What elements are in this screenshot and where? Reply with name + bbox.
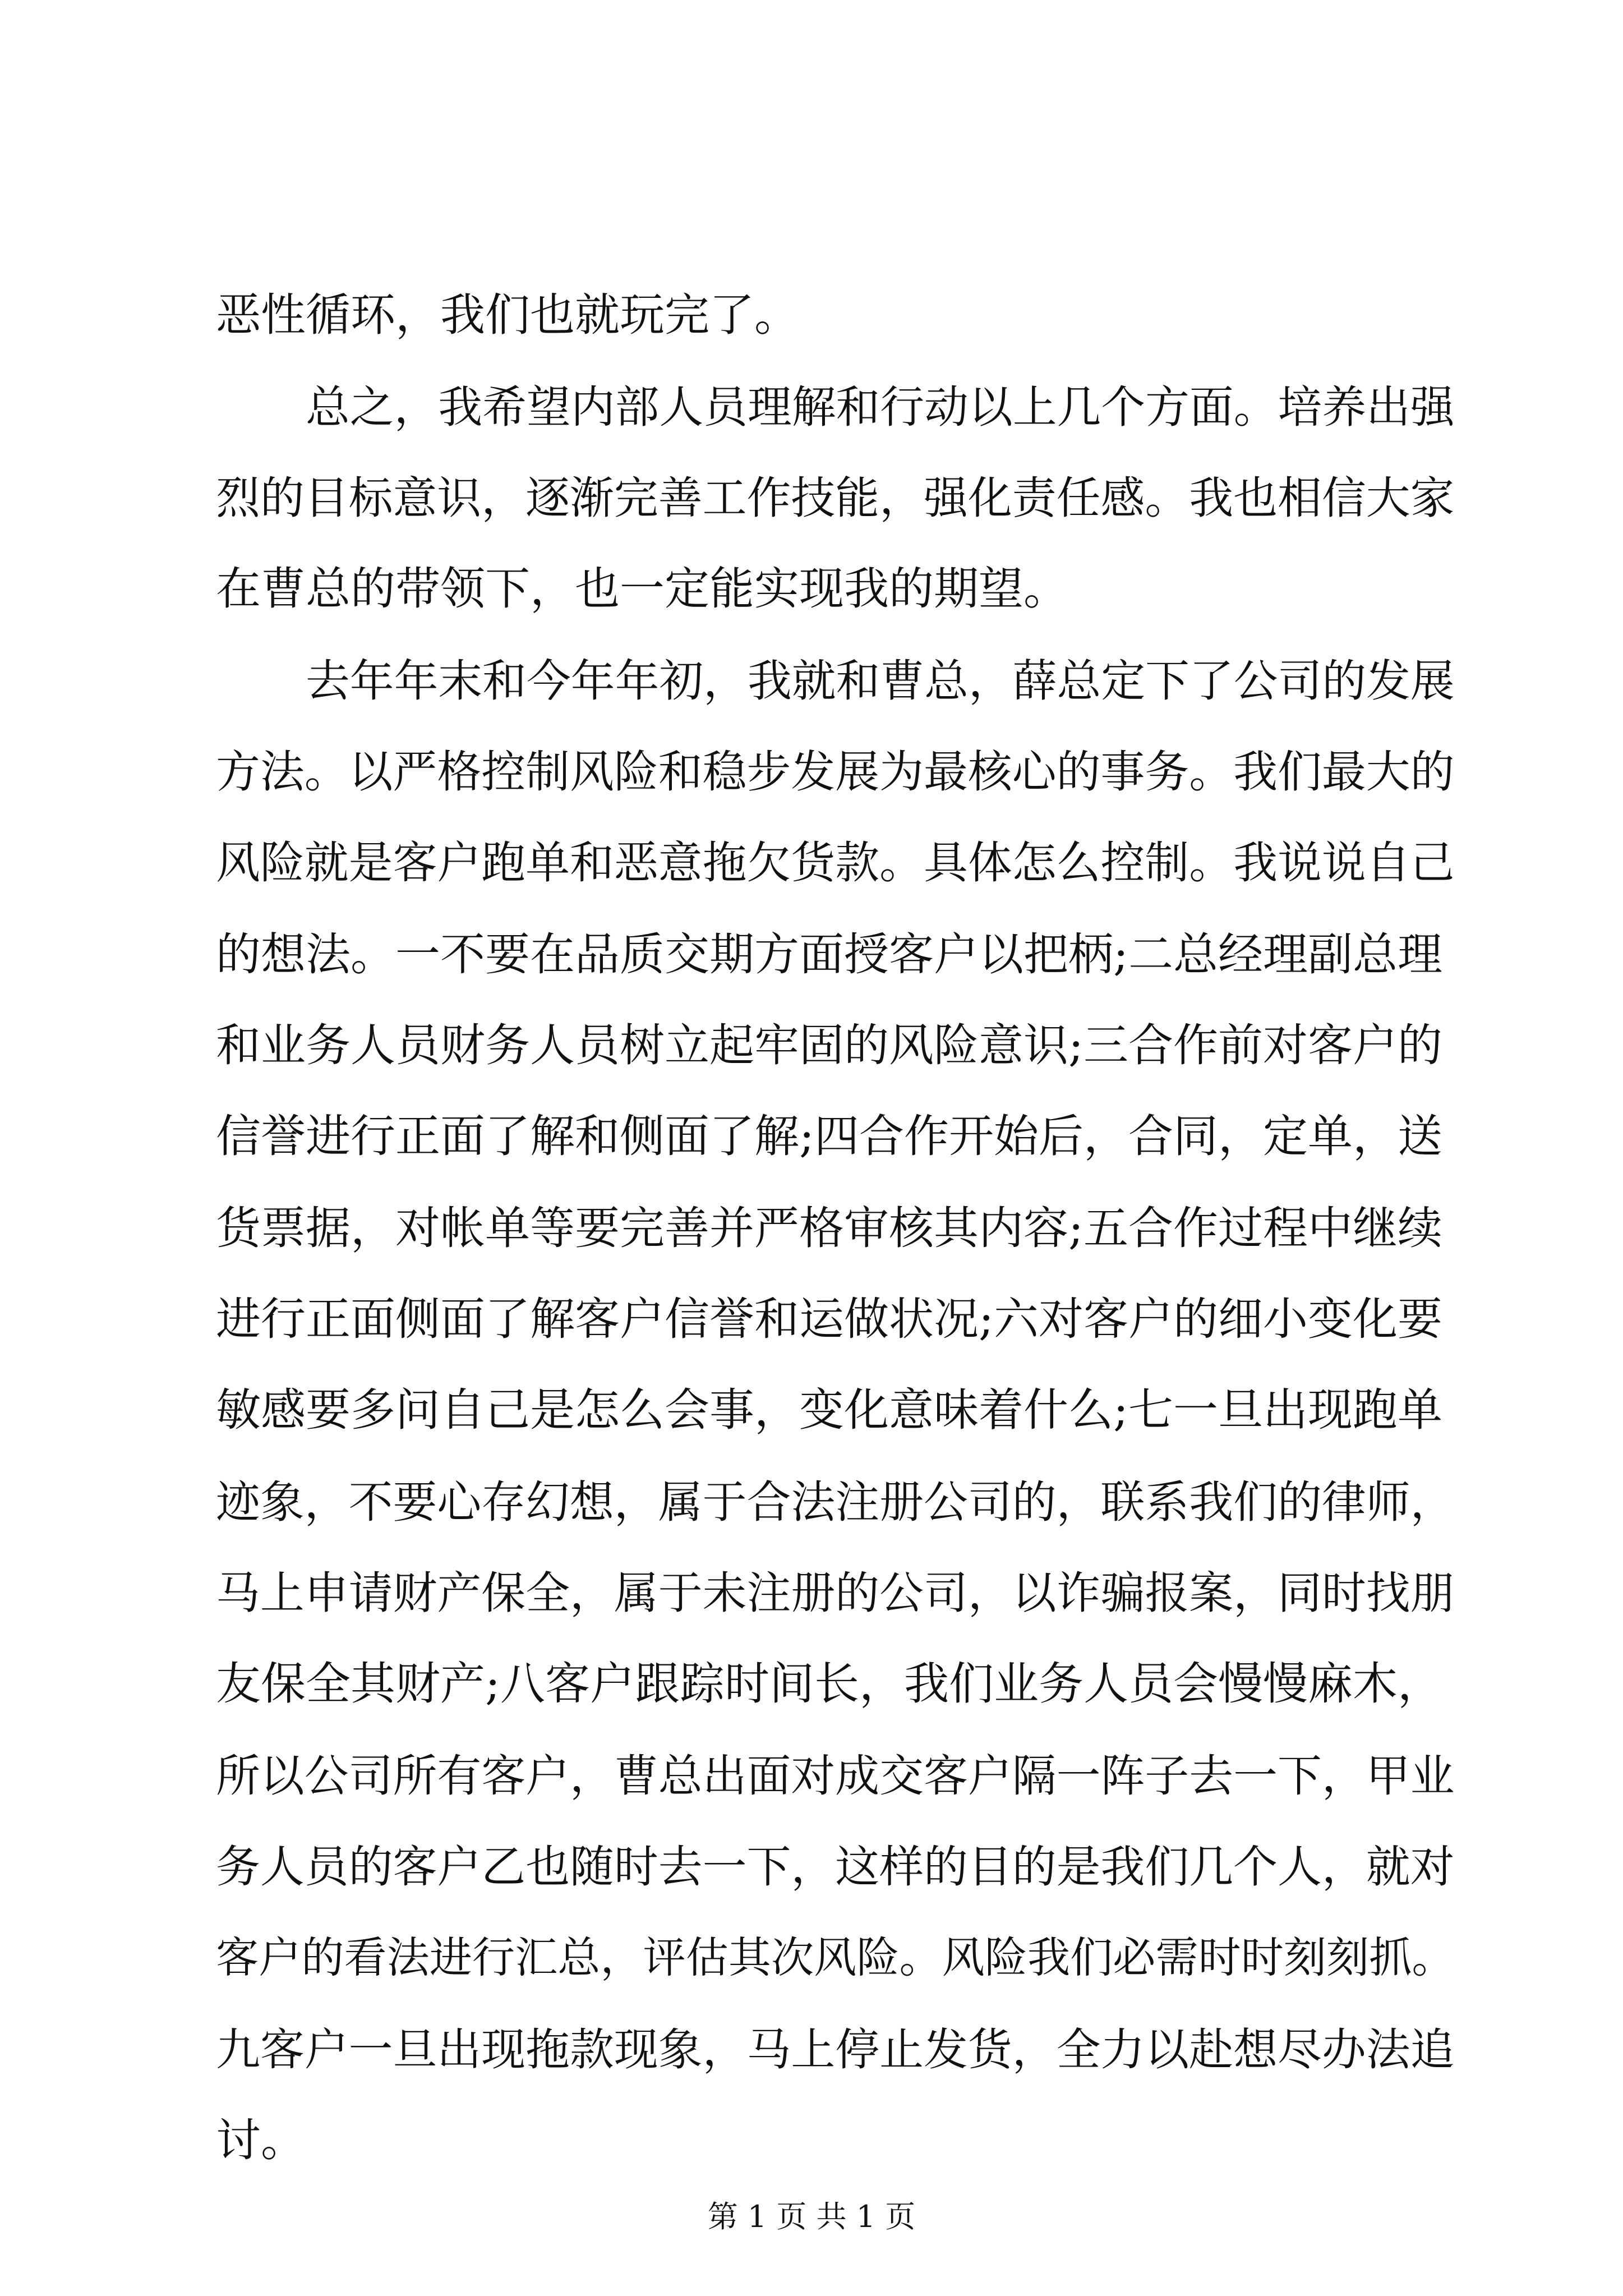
text-line: 货票据，对帐单等要完善并严格审核其内容;五合作过程中继续: [216, 1202, 1442, 1254]
text-line: 九客户一旦出现拖款现象，马上停止发货，全力以赴想尽办法追: [216, 2024, 1455, 2076]
text-line: 马上申请财产保全，属于未注册的公司，以诈骗报案，同时找朋: [216, 1567, 1455, 1619]
text-line: 迹象，不要心存幻想，属于合法注册公司的，联系我们的律师，: [216, 1476, 1455, 1528]
text-line: 恶性循环，我们也就玩完了。: [216, 289, 799, 341]
text-line: 讨。: [216, 2114, 306, 2166]
page-number: 第 1 页 共 1 页: [707, 2199, 916, 2234]
text-line: 风险就是客户跑单和恶意拖欠货款。具体怎么控制。我说说自己: [216, 837, 1455, 889]
text-line: 客户的看法进行汇总，评估其次风险。风险我们必需时时刻刻抓。: [216, 1932, 1455, 1982]
text-line: 友保全其财产;八客户跟踪时间长，我们业务人员会慢慢麻木，: [216, 1658, 1442, 1710]
text-line: 敏感要多问自己是怎么会事，变化意味着什么;七一旦出现跑单: [216, 1384, 1442, 1436]
page-footer: [0, 2194, 1623, 2239]
text-line: 去年年末和今年年初，我就和曹总，薛总定下了公司的发展: [306, 655, 1455, 707]
text-line: 信誉进行正面了解和侧面了解;四合作开始后，合同，定单，送: [216, 1110, 1442, 1162]
text-line: 务人员的客户乙也随时去一下，这样的目的是我们几个人，就对: [216, 1841, 1455, 1893]
text-line: 进行正面侧面了解客户信誉和运做状况;六对客户的细小变化要: [216, 1293, 1442, 1345]
text-line: 所以公司所有客户，曹总出面对成交客户隔一阵子去一下，甲业: [216, 1750, 1455, 1802]
text-line: 总之，我希望内部人员理解和行动以上几个方面。培养出强: [306, 381, 1455, 433]
text-line: 方法。以严格控制风险和稳步发展为最核心的事务。我们最大的: [216, 746, 1455, 798]
text-line: 在曹总的带领下，也一定能实现我的期望。: [216, 563, 1068, 615]
text-line: 烈的目标意识，逐渐完善工作技能，强化责任感。我也相信大家: [216, 472, 1455, 524]
text-line: 和业务人员财务人员树立起牢固的风险意识;三合作前对客户的: [216, 1019, 1442, 1071]
text-line: 的想法。一不要在品质交期方面授客户以把柄;二总经理副总理: [216, 928, 1442, 981]
